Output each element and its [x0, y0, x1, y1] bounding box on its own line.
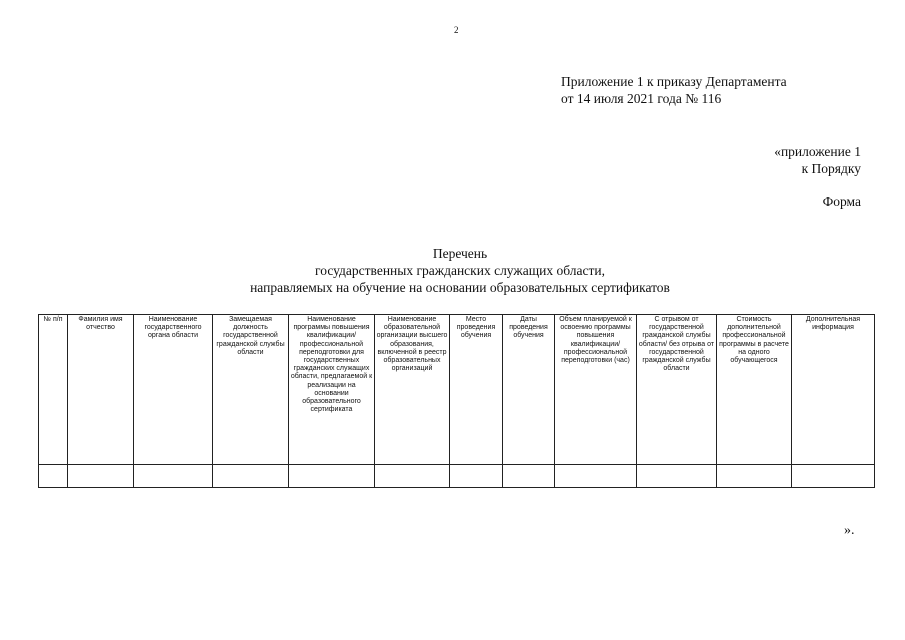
column-header: Дополнительная информация	[792, 315, 875, 465]
column-header: Стоимость дополнительной профессиональной программы в расчете на одного обучающегося	[717, 315, 792, 465]
title-line-3: направляемых на обучение на основании образовательных сертификатов	[250, 280, 670, 295]
appendix-header	[561, 73, 787, 107]
table-cell	[717, 465, 792, 488]
table-cell	[134, 465, 213, 488]
form-label: Форма	[822, 194, 861, 209]
column-header: Фамилия имя отчество	[68, 315, 134, 465]
table-cell	[213, 465, 289, 488]
table-cell	[637, 465, 717, 488]
title-line-1: Перечень	[432, 246, 488, 261]
table-cell	[289, 465, 375, 488]
column-header: Наименование программы повышения квалификации/ профессиональной переподготовки для государственных гражданских служащих области, предлагаемой к реализации на основании образовательного сертификата	[289, 315, 375, 465]
column-header: Наименование государственного органа области	[134, 315, 213, 465]
closing-quote-mark: ».	[844, 523, 855, 538]
column-header: Замещаемая должность государственной гражданской службы области	[213, 315, 289, 465]
table-cell	[450, 465, 503, 488]
table-cell	[792, 465, 875, 488]
table-cell	[68, 465, 134, 488]
column-header: Объем планируемой к освоению программы повышения квалификации/ профессиональной переподготовки (час)	[555, 315, 637, 465]
column-header: Наименование образовательной организации высшего образования, включенной в реестр образовательных организаций	[375, 315, 450, 465]
register-table	[38, 314, 875, 488]
table-cell	[39, 465, 68, 488]
procedure-ref-line-1: «приложение 1	[774, 144, 861, 159]
column-header: Даты проведения обучения	[503, 315, 555, 465]
procedure-reference	[774, 143, 861, 177]
column-header: Место проведения обучения	[450, 315, 503, 465]
column-header: № п/п	[39, 315, 68, 465]
appendix-line-1: Приложение 1 к приказу Департамента	[561, 74, 787, 89]
table-cell	[503, 465, 555, 488]
table-header-row	[39, 315, 875, 465]
document-title	[160, 245, 760, 296]
page-number: 2	[454, 25, 459, 35]
column-header: С отрывом от государственной гражданской службы области/ без отрыва от государственной гражданской службы области	[637, 315, 717, 465]
table-cell	[555, 465, 637, 488]
title-line-2: государственных гражданских служащих области,	[315, 263, 605, 278]
appendix-line-2: от 14 июля 2021 года № 116	[561, 91, 722, 106]
procedure-ref-line-2: к Порядку	[801, 161, 861, 176]
table-row	[39, 465, 875, 488]
table-cell	[375, 465, 450, 488]
